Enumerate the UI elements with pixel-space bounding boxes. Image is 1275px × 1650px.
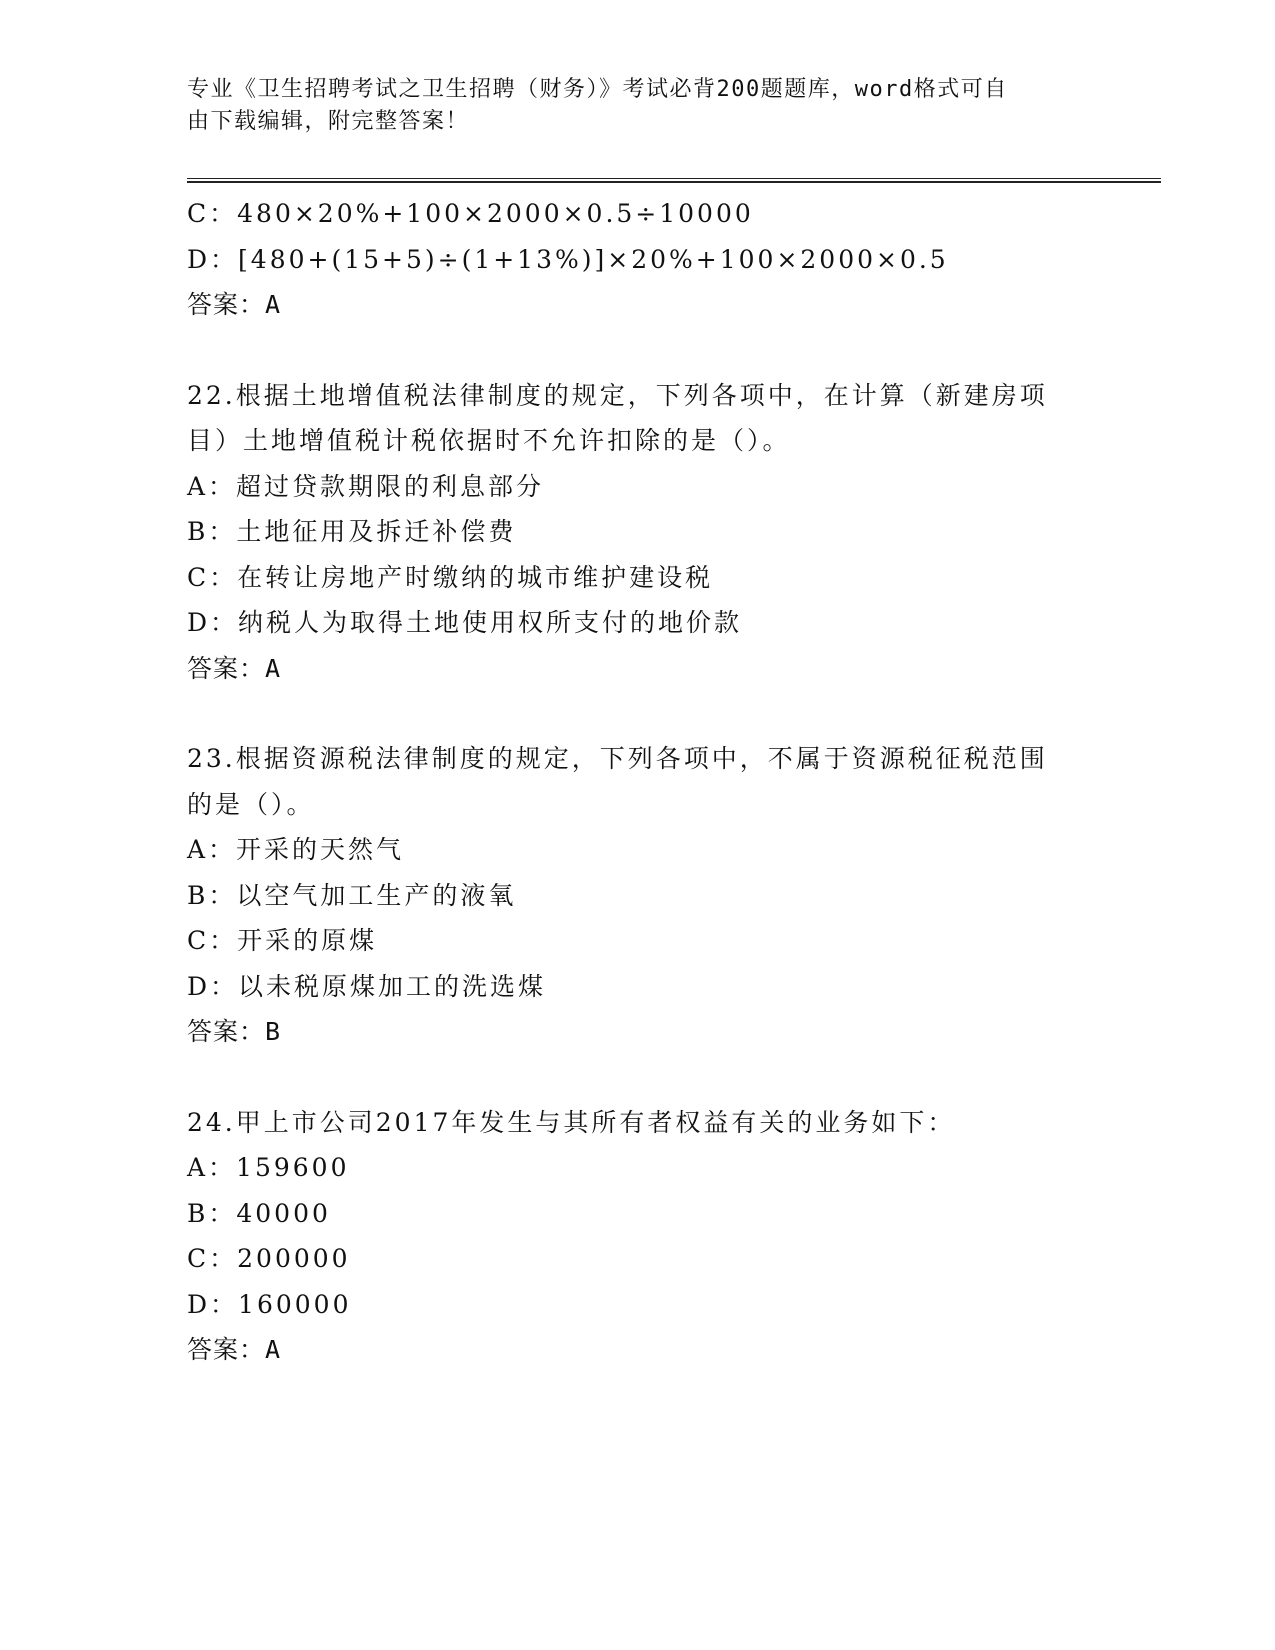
option-d: D：以未税原煤加工的洗选煤 bbox=[187, 971, 547, 1001]
answer-line: 答案：A bbox=[187, 290, 282, 319]
option-c: C：200000 bbox=[187, 1244, 351, 1273]
option-c: C：在转让房地产时缴纳的城市维护建设税 bbox=[187, 562, 714, 592]
spacer bbox=[187, 1055, 1087, 1100]
question-list bbox=[187, 191, 1087, 1373]
option-d: D：160000 bbox=[187, 1289, 352, 1319]
option-d: D：纳税人为取得土地使用权所支付的地价款 bbox=[187, 608, 743, 637]
question-24 bbox=[187, 1100, 1087, 1373]
option-b: B：以空气加工生产的液氧 bbox=[187, 880, 517, 910]
answer-line: 答案：B bbox=[187, 1017, 282, 1046]
spacer bbox=[187, 328, 1087, 373]
document-header bbox=[187, 74, 1067, 138]
answer-line: 答案：A bbox=[187, 1335, 282, 1364]
option-a: A：超过贷款期限的利息部分 bbox=[187, 471, 545, 501]
question-text-line-1: 22.根据土地增值税法律制度的规定，下列各项中，在计算（新建房项 bbox=[187, 380, 1048, 410]
question-text-line-1: 23.根据资源税法律制度的规定，下列各项中，不属于资源税征税范围 bbox=[187, 744, 1048, 773]
option-c: C：开采的原煤 bbox=[187, 926, 378, 955]
question-text-line-1: 24.甲上市公司2017年发生与其所有者权益有关的业务如下： bbox=[187, 1107, 956, 1137]
question-22 bbox=[187, 373, 1087, 692]
question-text-line-2: 的是（）。 bbox=[187, 789, 315, 819]
previous-question-tail bbox=[187, 191, 1087, 328]
option-d: D：[480+(15+5)÷(1+13%)]×20%+100×2000×0.5 bbox=[187, 244, 949, 274]
option-b: B：40000 bbox=[187, 1198, 331, 1228]
option-c: C：480×20%+100×2000×0.5÷10000 bbox=[187, 199, 754, 228]
header-line-2: 由下载编辑，附完整答案！ bbox=[187, 109, 470, 134]
question-text-line-2: 目）土地增值税计税依据时不允许扣除的是（）。 bbox=[187, 426, 791, 455]
question-23 bbox=[187, 736, 1087, 1055]
answer-line: 答案：A bbox=[187, 653, 282, 683]
header-divider bbox=[187, 178, 1161, 183]
spacer bbox=[187, 691, 1087, 736]
header-line-1: 专业《卫生招聘考试之卫生招聘（财务）》考试必背200题题库，word格式可自 bbox=[187, 77, 1008, 102]
option-a: A：159600 bbox=[187, 1153, 350, 1182]
option-b: B：土地征用及拆迁补偿费 bbox=[187, 517, 517, 546]
option-a: A：开采的天然气 bbox=[187, 835, 405, 864]
